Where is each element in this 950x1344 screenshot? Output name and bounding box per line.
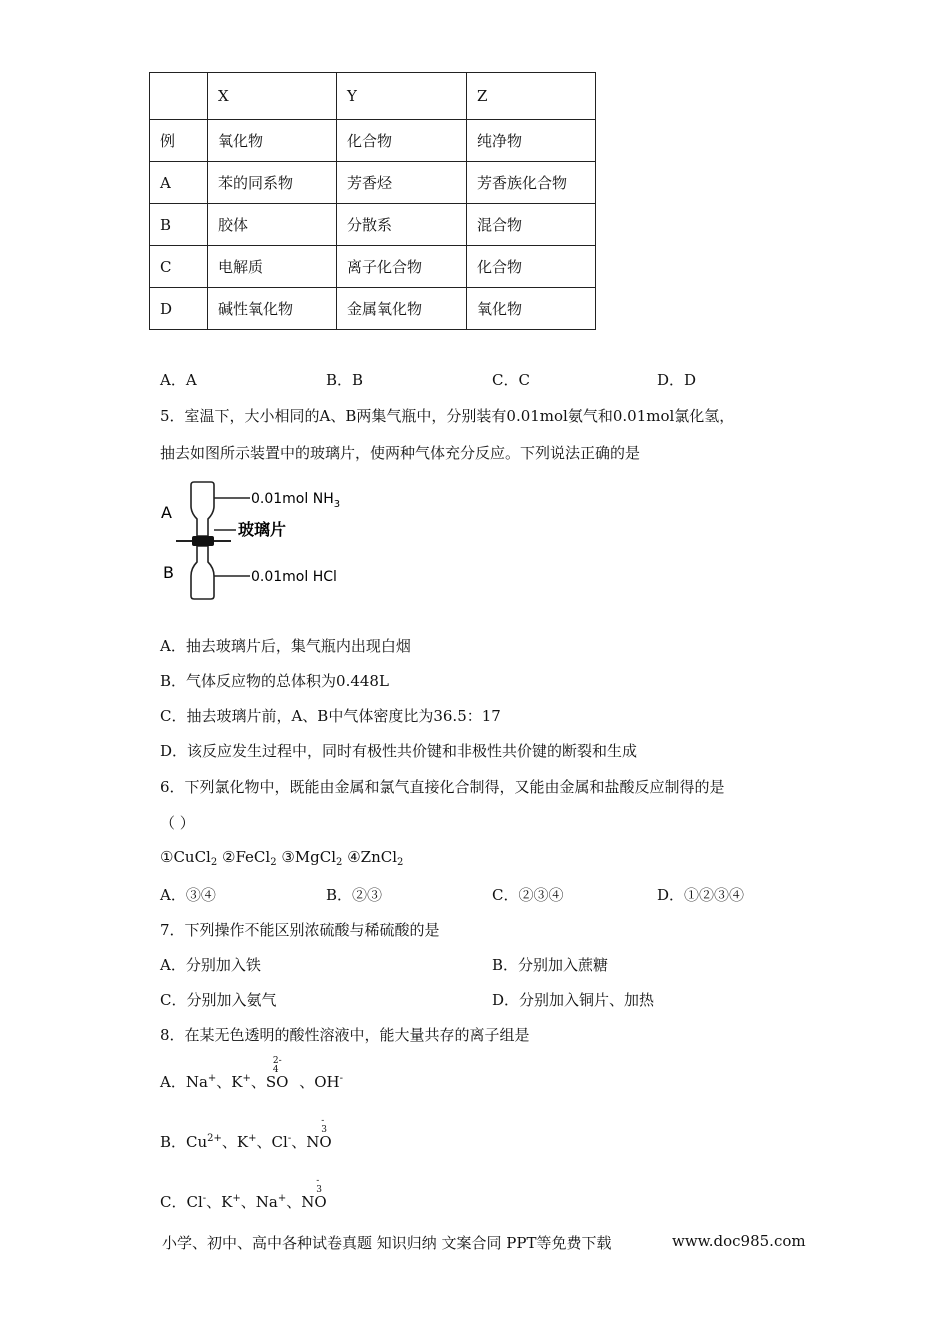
table-row	[150, 162, 596, 204]
label-b: B	[163, 563, 174, 582]
hcl-label: 0.01mol HCl	[251, 569, 337, 585]
q8-stem: 8．在某无色透明的酸性溶液中，能大量共存的离子组是	[160, 1026, 530, 1044]
table-cell: 化合物	[467, 246, 596, 288]
subscript: 2	[336, 857, 343, 868]
table-row	[150, 204, 596, 246]
q5-stem-line1: 5．室温下，大小相同的A、B两集气瓶中，分别装有0.01mol氨气和0.01mol氯化氢，	[160, 407, 735, 425]
footer-url: www.doc985.com	[672, 1232, 806, 1250]
q7-option-b: B．分别加入蔗糖	[492, 956, 609, 974]
table-cell: C	[150, 246, 208, 288]
bottle-b	[191, 546, 214, 599]
table-header-cell: Y	[337, 73, 467, 120]
table-cell: 胶体	[208, 204, 337, 246]
table-cell: 混合物	[467, 204, 596, 246]
q8-option-a: A．Na+、K+、SO 2- 4 、OH-	[160, 1056, 344, 1091]
table-cell: 离子化合物	[337, 246, 467, 288]
q6-option-d: D．①②③④	[657, 886, 745, 904]
q4-option-c: C．C	[492, 371, 530, 389]
classification-table	[149, 72, 596, 330]
q4-option-b: B．B	[326, 371, 364, 389]
compound: ①CuCl	[160, 848, 211, 866]
compound: ②FeCl	[222, 848, 271, 866]
q7-option-a: A．分别加入铁	[160, 956, 261, 974]
q6-option-c: C．②③④	[492, 886, 564, 904]
table-cell: A	[150, 162, 208, 204]
compound: ③MgCl	[281, 848, 337, 866]
q8-option-c: C．Cl-、K+、Na+、NO - 3	[160, 1176, 327, 1211]
table-header-cell: X	[208, 73, 337, 120]
q6-compound-list	[160, 848, 403, 868]
q5-option-a: A．抽去玻璃片后，集气瓶内出现白烟	[160, 637, 411, 655]
table-header-cell	[150, 73, 208, 120]
table-cell: 分散系	[337, 204, 467, 246]
subscript: 2	[397, 857, 404, 868]
gas-bottle-figure	[156, 478, 366, 604]
table-cell: 氧化物	[467, 288, 596, 330]
bottle-a	[191, 482, 214, 536]
q7-option-c: C．分别加入氨气	[160, 991, 277, 1009]
q4-option-a: A．A	[160, 371, 197, 389]
nh3-label: 0.01mol $NH_3$	[251, 491, 341, 510]
table-row	[150, 120, 596, 162]
q6-stem-line2: （ ）	[160, 814, 195, 832]
table-cell: 金属氧化物	[337, 288, 467, 330]
table-cell: 氧化物	[208, 120, 337, 162]
glass-label: 玻璃片	[238, 520, 287, 539]
q6-option-a: A．③④	[160, 886, 216, 904]
footer-text: 小学、初中、高中各种试卷真题 知识归纳 文案合同 PPT等免费下载	[162, 1234, 612, 1252]
q8-option-b: B．$Cu^{2+}$、K+、Cl-、NO - 3	[160, 1116, 332, 1151]
table-cell: 例	[150, 120, 208, 162]
table-cell: 化合物	[337, 120, 467, 162]
q7-option-d: D．分别加入铜片、加热	[492, 991, 655, 1009]
table-cell: 电解质	[208, 246, 337, 288]
q7-stem: 7．下列操作不能区别浓硫酸与稀硫酸的是	[160, 921, 440, 939]
table-cell: 碱性氧化物	[208, 288, 337, 330]
q5-option-b: B．气体反应物的总体积为0.448L	[160, 672, 389, 690]
subscript: 2	[210, 857, 218, 868]
table-cell: D	[150, 288, 208, 330]
q6-stem-line1: 6．下列氯化物中，既能由金属和氯气直接化合制得，又能由金属和盐酸反应制得的是	[160, 778, 725, 796]
glass-plate	[192, 536, 214, 546]
table-cell: 芳香烃	[337, 162, 467, 204]
q4-option-d: D．D	[657, 371, 697, 389]
subscript: 2	[270, 857, 277, 868]
table-cell: 苯的同系物	[208, 162, 337, 204]
table-header-row	[150, 73, 596, 120]
q6-option-b: B．②③	[326, 886, 383, 904]
q5-stem-line2: 抽去如图所示装置中的玻璃片，使两种气体充分反应。下列说法正确的是	[160, 444, 641, 462]
table-row	[150, 288, 596, 330]
table-header-cell: Z	[467, 73, 596, 120]
q5-option-d: D．该反应发生过程中，同时有极性共价键和非极性共价键的断裂和生成	[160, 742, 638, 760]
compound: ④ZnCl	[347, 848, 398, 866]
q5-option-c: C．抽去玻璃片前，A、B中气体密度比为36.5：17	[160, 707, 501, 725]
table-cell: 芳香族化合物	[467, 162, 596, 204]
label-a: A	[161, 503, 172, 522]
table-cell: B	[150, 204, 208, 246]
table-cell: 纯净物	[467, 120, 596, 162]
table-row	[150, 246, 596, 288]
